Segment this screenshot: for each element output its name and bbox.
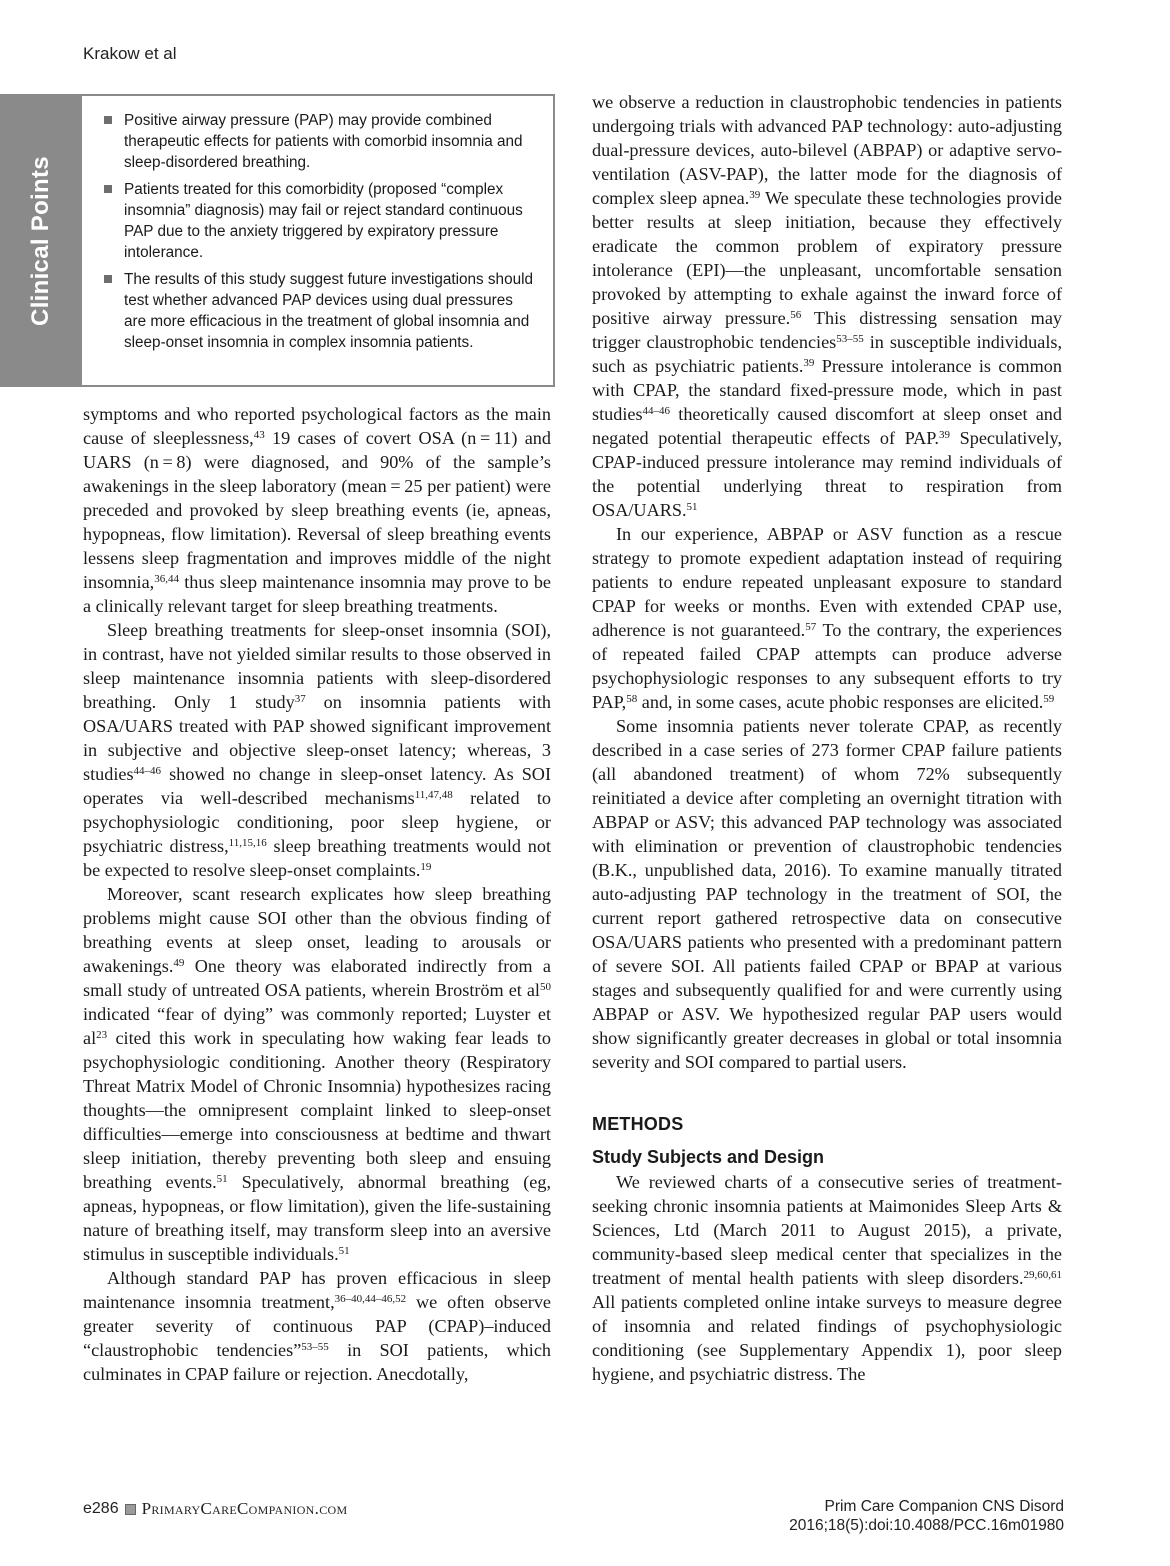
clinical-point-item xyxy=(104,110,535,173)
text-run: This distressing sensation may trigger claustrophobic tendencies xyxy=(592,308,1062,352)
text-run: we often observe greater severity of continuous PAP (CPAP)–induced “claustrophobic tendencies” xyxy=(83,1292,551,1360)
citation-superscript: 36,44 xyxy=(154,573,179,585)
text-run: All patients completed online intake surveys to measure degree of insomnia and related findings of psychophysiologic conditioning (see Supplementary Appendix 1), poor sleep hygiene, and psychiatric distress. The xyxy=(592,1292,1062,1384)
citation-superscript: 51 xyxy=(216,1173,228,1185)
text-run: Speculatively, CPAP-induced pressure intolerance may remind individuals of the potential underlying threat to respiration from OSA/UARS. xyxy=(592,428,1063,520)
citation-superscript: 59 xyxy=(1043,693,1055,705)
citation-superscript: 19 xyxy=(420,861,432,873)
citation-superscript: 39 xyxy=(938,429,950,441)
paragraph xyxy=(83,1266,551,1386)
text-run: and, in some cases, acute phobic responses are elicited. xyxy=(637,692,1044,712)
citation-superscript: 44–46 xyxy=(133,765,162,777)
clinical-points-label: Clinical Points xyxy=(27,155,54,326)
text-run: Moreover, scant research explicates how sleep breathing problems might cause SOI other than the obvious finding of breathing events at sleep onset, leading to arousals or awakenings. xyxy=(83,884,551,976)
text-run: 19 cases of covert OSA (n = 11) and UARS (n = 8) were diagnosed, and 90% of the sample’s awakenings in the sleep laboratory (mean = 25 per patient) were preceded and provoked by sleep breathing events (ie, apneas, hypopneas, flow limitation). Reversal of sleep breathing events lessens sleep fragmentation and improves middle of the night insomnia, xyxy=(83,428,551,592)
text-run: In our experience, ABPAP or ASV function as a rescue strategy to promote expedient adaptation instead of requiring patients to endure repeated unpleasant exposure to standard CPAP for weeks or months. Even with extended CPAP use, adherence is not guaranteed. xyxy=(592,524,1062,640)
text-run: Some insomnia patients never tolerate CPAP, as recently described in a case series of 273 former CPAP failure patients (all abandoned treatment) of whom 72% subsequently reinitiated a device after completing an overnight titration with ABPAP or ASV; this advanced PAP technology was associated with elimination or prevention of claustrophobic tendencies (B.K., unpublished data, 2016). To examine manually titrated auto-adjusting PAP technology in the treatment of SOI, the current report gathered retrospective data on consecutive OSA/UARS patients who presented with a predominant pattern of severe SOI. All patients failed CPAP or BPAP at various stages and subsequently qualified for and were currently using ABPAP or ASV. We hypothesized regular PAP users would show significantly greater decreases in global or total insomnia severity and SOI compared to partial users. xyxy=(592,716,1062,1072)
citation-superscript: 44–46 xyxy=(642,405,671,417)
paragraph xyxy=(592,714,1062,1074)
text-run: Although standard PAP has proven efficacious in sleep maintenance insomnia treatment, xyxy=(83,1268,551,1312)
right-column xyxy=(592,90,1062,1386)
text-run: theoretically caused discomfort at sleep onset and negated potential therapeutic effects of PAP. xyxy=(592,404,1062,448)
citation-superscript: 29,60,61 xyxy=(1023,1269,1062,1281)
page-number: e286 xyxy=(83,1500,119,1517)
square-bullet-icon xyxy=(104,275,112,283)
square-bullet-icon xyxy=(104,185,112,193)
section-heading-methods: METHODS xyxy=(592,1114,684,1134)
clinical-point-text: Patients treated for this comorbidity (proposed “complex insomnia” diagnosis) may fail or reject standard continuous PAP due to the anxiety triggered by expiratory pressure intolerance. xyxy=(124,181,523,261)
citation-superscript: 53–55 xyxy=(301,1341,329,1353)
clinical-point-text: Positive airway pressure (PAP) may provide combined therapeutic effects for patients with comorbid insomnia and sleep-disordered breathing. xyxy=(124,112,523,171)
footer-right xyxy=(789,1497,1064,1535)
paragraph xyxy=(83,882,551,1266)
citation-superscript: 39 xyxy=(803,357,815,369)
text-run: in SOI patients, which culminates in CPAP failure or rejection. Anecdotally, xyxy=(83,1340,551,1384)
text-run: we observe a reduction in claustrophobic tendencies in patients undergoing trials with advanced PAP technology: auto-adjusting dual-pressure devices, auto-bilevel (ABPAP) or adaptive servo-ventilation (ASV-PAP), the latter mode for the diagnosis of complex sleep apnea. xyxy=(592,92,1062,208)
text-run: related to psychophysiologic conditioning, poor sleep hygiene, or psychiatric distress, xyxy=(83,788,552,856)
journal-website: PrimaryCareCompanion.com xyxy=(141,1499,348,1518)
paragraph xyxy=(592,90,1062,522)
journal-name: Prim Care Companion CNS Disord xyxy=(824,1498,1064,1515)
text-run: in susceptible individuals, such as psychiatric patients. xyxy=(592,332,1062,376)
paragraph xyxy=(83,402,551,618)
text-run: sleep breathing treatments would not be expected to resolve sleep-onset complaints. xyxy=(83,836,552,880)
square-bullet-icon xyxy=(104,116,112,124)
text-run: To the contrary, the experiences of repeated failed CPAP attempts can produce adverse psychophysiologic responses to any subsequent efforts to try PAP, xyxy=(592,620,1062,712)
text-run: We reviewed charts of a consecutive series of treatment-seeking chronic insomnia patients at Maimonides Sleep Arts & Sciences, Ltd (March 2011 to August 2015), a private, community-based sleep medical center that specializes in the treatment of mental health patients with sleep disorders. xyxy=(592,1172,1062,1288)
citation-superscript: 23 xyxy=(96,1029,108,1041)
footer-left xyxy=(83,1499,347,1519)
paragraph xyxy=(83,618,551,882)
citation-superscript: 43 xyxy=(253,429,265,441)
text-run: One theory was elaborated indirectly from a small study of untreated OSA patients, wherein Broström et al xyxy=(83,956,551,1000)
citation-superscript: 49 xyxy=(173,957,185,969)
text-run: Speculatively, abnormal breathing (eg, apneas, hypopneas, or flow limitation), given the life-sustaining nature of breathing itself, may transform sleep into an aversive stimulus in susceptible individuals. xyxy=(83,1172,551,1264)
square-separator-icon xyxy=(125,1504,136,1515)
paragraph xyxy=(592,522,1062,714)
left-column xyxy=(83,402,551,1386)
text-run: indicated “fear of dying” was commonly reported; Luyster et al xyxy=(83,1004,551,1048)
text-run: Sleep breathing treatments for sleep-onset insomnia (SOI), in contrast, have not yielded similar results to those observed in sleep maintenance insomnia patients with sleep-disordered breathing. Only 1 study xyxy=(83,620,551,712)
citation-superscript: 50 xyxy=(540,981,551,993)
clinical-points-content xyxy=(82,94,555,387)
text-run: We speculate these technologies provide better results at sleep initiation, because they effectively eradicate the common problem of expiratory pressure intolerance (EPI)—the unpleasant, uncomfortable sensation provoked by attempting to exhale against the inward force of positive airway pressure. xyxy=(592,188,1062,328)
text-run: symptoms and who reported psychological factors as the main cause of sleeplessness, xyxy=(83,404,551,448)
text-run: on insomnia patients with OSA/UARS treated with PAP showed significant improvement in subjective and objective sleep-onset latency; whereas, 3 studies xyxy=(83,692,551,784)
citation-superscript: 51 xyxy=(686,501,698,513)
citation-superscript: 39 xyxy=(749,189,761,201)
citation-superscript: 36–40,44–46,52 xyxy=(334,1293,407,1305)
text-run: thus sleep maintenance insomnia may prove to be a clinically relevant target for sleep breathing treatments. xyxy=(83,572,551,616)
citation-superscript: 58 xyxy=(626,693,638,705)
citation-superscript: 51 xyxy=(338,1245,350,1257)
paragraph xyxy=(592,1170,1062,1386)
citation-superscript: 56 xyxy=(790,309,802,321)
clinical-points-list xyxy=(104,110,535,353)
running-head: Krakow et al xyxy=(83,44,177,63)
citation-superscript: 11,15,16 xyxy=(228,837,267,849)
citation-superscript: 53–55 xyxy=(836,333,864,345)
subsection-heading: Study Subjects and Design xyxy=(592,1147,825,1167)
text-run: Pressure intolerance is common with CPAP, the standard fixed-pressure mode, which in past studies xyxy=(592,356,1062,424)
text-run: cited this work in speculating how waking fear leads to psychophysiologic conditioning. Another theory (Respiratory Threat Matrix Model of Chronic Insomnia) hypothesizes racing thoughts—the omnipresent complaint linked to sleep-onset difficulties—emerge into consciousness at bedtime and thwart sleep initiation, thereby preventing both sleep and ensuing breathing events. xyxy=(83,1028,551,1192)
citation-superscript: 57 xyxy=(805,621,817,633)
clinical-points-sidebar xyxy=(0,94,82,387)
clinical-points-box xyxy=(0,94,555,387)
citation-superscript: 37 xyxy=(294,693,306,705)
clinical-point-item xyxy=(104,179,535,263)
doi-citation: 2016;18(5):doi:10.4088/PCC.16m01980 xyxy=(789,1517,1064,1534)
text-run: showed no change in sleep-onset latency. As SOI operates via well-described mechanisms xyxy=(83,764,551,808)
citation-superscript: 11,47,48 xyxy=(414,789,453,801)
clinical-point-text: The results of this study suggest future investigations should test whether advanced PAP devices using dual pressures are more efficacious in the treatment of global insomnia and sleep-onset insomnia in complex insomnia patients. xyxy=(124,271,533,351)
clinical-point-item xyxy=(104,269,535,353)
